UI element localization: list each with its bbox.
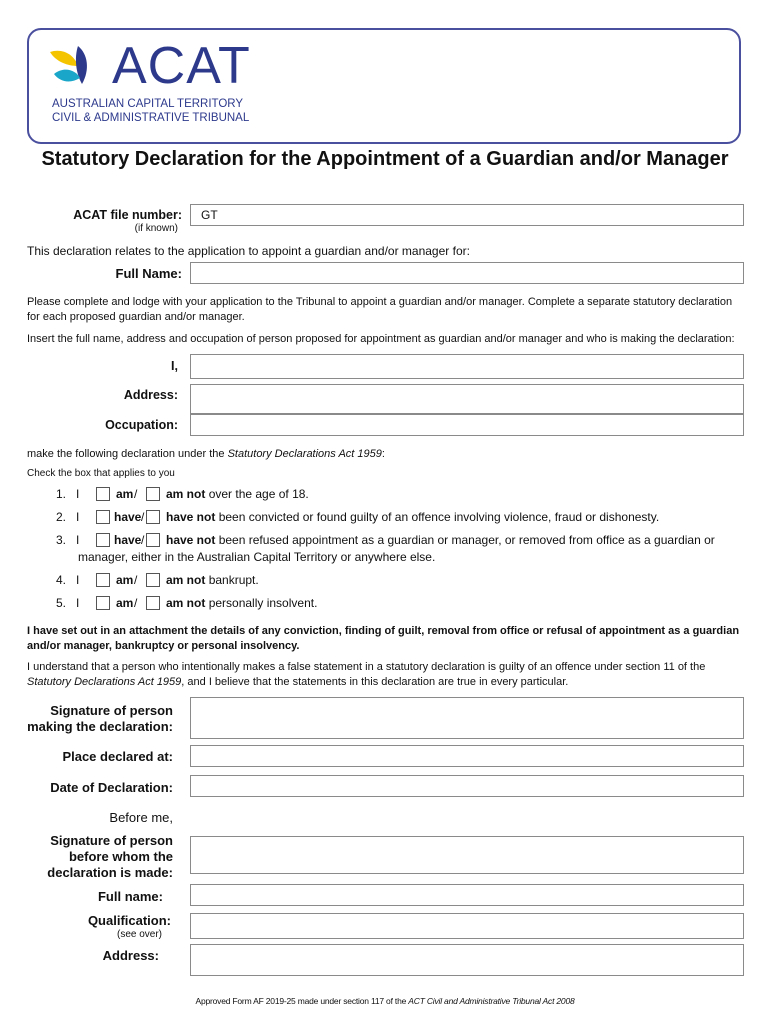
option-have: have <box>114 533 142 547</box>
checkbox-have-not[interactable] <box>146 510 160 524</box>
logo-wordmark: ACAT <box>112 37 251 95</box>
page-title: Statutory Declaration for the Appointment of a Guardian and/or Manager <box>41 148 729 170</box>
file-number-label: ACAT file number: <box>73 208 182 222</box>
date-field[interactable] <box>190 775 744 797</box>
option-am-not: am not <box>166 487 206 501</box>
item-number: 3. <box>56 533 67 547</box>
occupation-label: Occupation: <box>105 418 178 432</box>
file-number-field[interactable]: GT <box>190 204 744 226</box>
option-separator: / <box>141 510 145 524</box>
signature-label-line: Signature of person <box>50 703 173 718</box>
witness-full-name-label: Full name: <box>97 889 163 904</box>
instructions-1: Please complete and lodge with your application to the Tribunal to appoint a guardian and/or manager. Complete a separate statutory declaration for each proposed guardian and/or manager. <box>27 296 733 323</box>
item-i: I <box>76 573 80 587</box>
option-am: am <box>116 596 134 610</box>
footer <box>150 996 620 1006</box>
checkbox-have[interactable] <box>96 533 110 547</box>
witness-signature-field[interactable] <box>190 836 744 874</box>
option-am: am <box>116 487 134 501</box>
act-name: Statutory Declarations Act 1959 <box>227 448 382 460</box>
option-am-not: am not <box>166 573 206 587</box>
item-i: I <box>76 487 80 501</box>
item-number: 1. <box>56 487 67 501</box>
item-text: been refused appointment as a guardian or manager, or removed from office as a guardian or <box>218 533 715 547</box>
checkbox-am[interactable] <box>96 596 110 610</box>
checkbox-am[interactable] <box>96 487 110 501</box>
checkbox-have[interactable] <box>96 510 110 524</box>
acat-logo-icon <box>48 44 106 88</box>
declarant-address-field[interactable] <box>190 384 744 414</box>
checkbox-am-not[interactable] <box>146 596 160 610</box>
option-am-not: am not <box>166 596 206 610</box>
checkbox-have-not[interactable] <box>146 533 160 547</box>
witness-address-field[interactable] <box>190 944 744 976</box>
item-i: I <box>76 596 80 610</box>
item-number: 4. <box>56 573 67 587</box>
signature-field[interactable] <box>190 697 744 739</box>
item-text-continued: manager, either in the Australian Capital Territory or anywhere else. <box>78 550 436 564</box>
qualification-field[interactable] <box>190 913 744 939</box>
option-am: am <box>116 573 134 587</box>
logo-subtitle-line: CIVIL & ADMINISTRATIVE TRIBUNAL <box>52 112 250 124</box>
file-number-note: (if known) <box>134 223 178 234</box>
item-text: over the age of 18. <box>208 487 309 501</box>
place-label: Place declared at: <box>62 749 173 764</box>
item-number: 2. <box>56 510 67 524</box>
option-separator: / <box>134 573 138 587</box>
footer-act-name: ACT Civil and Administrative Tribunal Act 2008 <box>408 996 575 1006</box>
checkbox-am-not[interactable] <box>146 573 160 587</box>
logo-subtitle <box>52 97 249 125</box>
act-intro <box>27 447 385 462</box>
check-note: Check the box that applies to you <box>27 468 175 479</box>
understand-act-name: Statutory Declarations Act 1959 <box>27 676 182 688</box>
full-name-field[interactable] <box>190 262 744 284</box>
declarant-occupation-field[interactable] <box>190 414 744 436</box>
witness-label-line: declaration is made: <box>47 865 173 880</box>
before-me-text: Before me, <box>109 810 173 825</box>
attachment-text: I have set out in an attachment the details of any conviction, finding of guilt, removal from office or refusal of appointment as a guardian and/or manager, bankruptcy or personal insolvency. <box>27 625 740 652</box>
item-number: 5. <box>56 596 67 610</box>
understand-text <box>27 660 742 690</box>
act-intro-text: make the following declaration under the <box>27 448 228 460</box>
instructions-2: Insert the full name, address and occupation of person proposed for appointment as guardian and/or manager and who is making the declaration: <box>27 333 735 345</box>
item-i: I <box>76 533 80 547</box>
witness-label-line: Signature of person <box>50 833 173 848</box>
place-field[interactable] <box>190 745 744 767</box>
declarant-i-label: I, <box>171 359 178 373</box>
act-colon: : <box>381 448 385 460</box>
address-label: Address: <box>123 388 178 402</box>
footer-text: Approved Form AF 2019-25 made under section 117 of the <box>195 996 409 1006</box>
option-have: have <box>114 510 142 524</box>
checkbox-am-not[interactable] <box>146 487 160 501</box>
item-text: personally insolvent. <box>208 596 318 610</box>
witness-address-label: Address: <box>102 948 159 963</box>
understand-text-part: , and I believe that the statements in this declaration are true in every particular. <box>181 676 569 688</box>
logo-subtitle-line: AUSTRALIAN CAPITAL TERRITORY <box>52 98 244 110</box>
relates-text: This declaration relates to the application to appoint a guardian and/or manager for: <box>27 244 470 258</box>
understand-text-part: I understand that a person who intentionally makes a false statement in a statutory declaration is guilty of an offence under section 11 of the <box>27 661 706 673</box>
witness-label-line: before whom the <box>68 849 173 864</box>
option-separator: / <box>134 487 138 501</box>
full-name-label: Full Name: <box>115 266 182 281</box>
item-i: I <box>76 510 80 524</box>
option-separator: / <box>141 533 145 547</box>
witness-signature-label <box>20 833 173 881</box>
option-have-not: have not <box>166 533 216 547</box>
item-text: bankrupt. <box>208 573 259 587</box>
checkbox-am[interactable] <box>96 573 110 587</box>
signature-label <box>20 703 173 735</box>
declarant-name-field[interactable] <box>190 354 744 379</box>
option-separator: / <box>134 596 138 610</box>
qualification-label: Qualification: <box>87 913 171 928</box>
signature-label-line: making the declaration: <box>27 719 173 734</box>
date-label: Date of Declaration: <box>50 780 173 795</box>
see-over-note: (see over) <box>116 929 162 940</box>
witness-full-name-field[interactable] <box>190 884 744 906</box>
option-have-not: have not <box>166 510 216 524</box>
item-text: been convicted or found guilty of an offence involving violence, fraud or dishonesty. <box>218 510 660 524</box>
